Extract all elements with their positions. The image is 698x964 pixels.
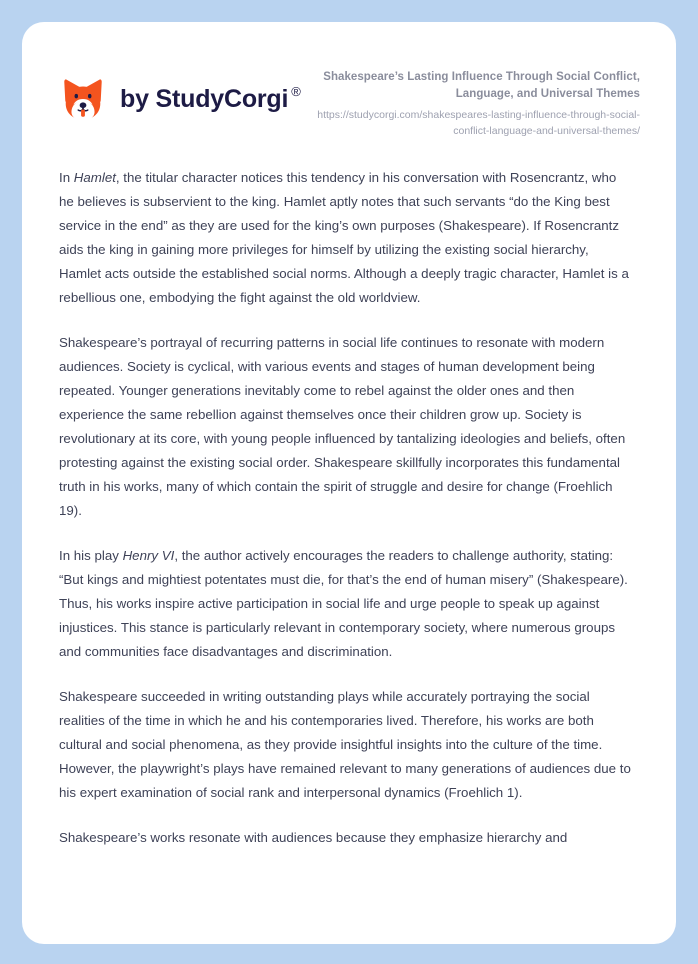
document-page-card [22, 22, 676, 944]
text-run: , the author actively encourages the readers to challenge authority, stating: “But kings and mightiest potentates must die, for that’s the end of human misery” (Shakespeare). Thus, his works inspire active participation in social life and urge people to speak up against injustices. This stance is particularly relevant in contemporary society, where numerous groups and communities face disadvantages and discrimination. [59, 547, 628, 659]
document-header [22, 22, 676, 139]
studycorgi-wordmark [120, 83, 301, 113]
corgi-head-icon [59, 75, 107, 123]
wordmark-text: by StudyCorgi [120, 84, 289, 113]
source-url[interactable]: https://studycorgi.com/shakespeares-lasting-influence-through-social-conflict-language-and-universal-themes/ [317, 109, 640, 137]
paragraph-henry-vi [59, 544, 633, 664]
text-run: In [59, 169, 74, 185]
paragraph-hierarchy [59, 826, 633, 850]
title-emphasis: Henry VI [122, 547, 175, 563]
text-run: , the titular character notices this tendency in his conversation with Rosencrantz, who he believes is subservient to the king. Hamlet aptly notes that such servants “do the King best service in the end” as they are used for the king’s own purposes (Shakespeare). If Rosencrantz aids the king in gaining more privileges for himself by utilizing the existing social hierarchy, Hamlet acts outside the established social norms. Although a deeply tragic character, Hamlet is a rebellious one, embodying the fight against the old worldview. [59, 169, 629, 305]
text-run: In his play [59, 547, 123, 563]
registered-trademark-icon: ® [291, 83, 301, 99]
text-run: Shakespeare succeeded in writing outstanding plays while accurately portraying the social realities of the time in which he and his contemporaries lived. Therefore, his works are both cultural and social phenomena, as they provide insightful insights into the culture of the time. However, the playwright’s plays have remained relevant to many generations of audiences due to his expert examination of social rank and interpersonal dynamics (Froehlich 1). [59, 688, 631, 800]
text-run: Shakespeare’s portrayal of recurring patterns in social life continues to resonate with modern audiences. Society is cyclical, with various events and stages of human development being repeated. Younger generations inevitably come to rebel against the older ones and then experience the same rebellion against themselves once their children grow up. Society is revolutionary at its core, with young people influenced by tantalizing ideologies and beliefs, often protesting against the existing social order. Shakespeare skillfully incorporates this fundamental truth in his works, many of which contain the spirit of struggle and desire for change (Froehlich 19). [59, 334, 626, 518]
title-emphasis: Hamlet [73, 169, 116, 185]
paragraph-hamlet [59, 166, 633, 310]
paragraph-outstanding-plays [59, 685, 633, 805]
page-title: Shakespeare’s Lasting Influence Through Social Conflict, Language, and Universal Themes [323, 71, 640, 100]
header-meta [301, 67, 640, 139]
paragraph-recurring-patterns [59, 331, 633, 523]
text-run: Shakespeare’s works resonate with audiences because they emphasize hierarchy and [59, 829, 568, 845]
article-body [22, 139, 676, 850]
studycorgi-branding [59, 67, 301, 123]
